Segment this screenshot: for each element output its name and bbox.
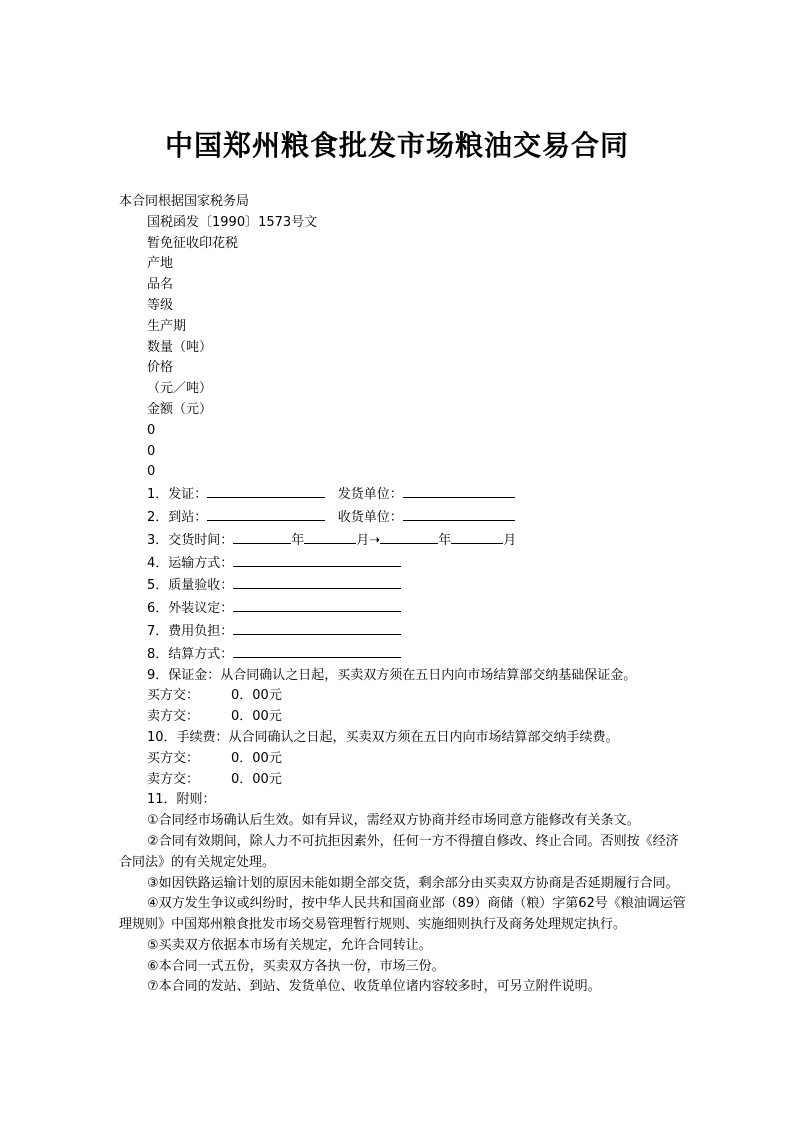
receiver-label: 收货单位： bbox=[337, 509, 403, 525]
appendix-clause-3: ③如因铁路运输计划的原因未能如期全部交货，剩余部分由买卖双方协商是否延期履行合同。 bbox=[147, 875, 679, 891]
month2-label: 月 bbox=[503, 532, 517, 548]
appendix-clause-6: ⑥本合同一式五份，买卖双方各执一份，市场三份。 bbox=[147, 958, 445, 974]
field-product: 品名 bbox=[147, 277, 174, 293]
month-blank bbox=[304, 529, 356, 544]
field-price-unit: （元／吨） bbox=[147, 381, 213, 397]
appendix-clause-2: ②合同有效期间，除人力不可抗拒因素外，任何一方不得擅自修改、终止合同。否则按《经济合同法》的有关规定处理。 bbox=[119, 833, 679, 870]
fee-buyer-value: 0．00元 bbox=[231, 750, 282, 766]
fees-blank bbox=[233, 620, 401, 635]
year2-blank bbox=[380, 529, 438, 544]
receiver-blank bbox=[403, 506, 515, 521]
fee-buyer-label: 买方交： bbox=[147, 750, 200, 766]
transport-label: 4．运输方式： bbox=[147, 555, 234, 571]
row-packaging bbox=[119, 597, 689, 620]
month-arrow-label: 月➝ bbox=[356, 532, 381, 548]
field-price: 价格 bbox=[147, 360, 174, 376]
intro-line: 本合同根据国家税务局 bbox=[119, 194, 250, 209]
month2-blank bbox=[451, 529, 503, 544]
row-transport bbox=[119, 552, 689, 575]
year-label: 年 bbox=[291, 532, 305, 548]
row-settlement bbox=[119, 643, 689, 666]
ship-to-blank bbox=[207, 506, 325, 521]
year2-label: 年 bbox=[438, 532, 452, 548]
settlement-label: 8．结算方式： bbox=[147, 646, 234, 662]
ship-to-label: 2．到站： bbox=[147, 509, 208, 525]
ship-from-blank bbox=[207, 483, 325, 498]
tax-doc-line: 国税函发〔1990〕1573号文 bbox=[147, 214, 318, 230]
zero-value: 0 bbox=[147, 422, 156, 438]
quality-label: 5．质量验收： bbox=[147, 578, 234, 594]
appendix-clause-1: ①合同经市场确认后生效。如有异议，需经双方协商并经市场同意方能修改有关条文。 bbox=[147, 813, 640, 829]
row-fees bbox=[119, 620, 689, 643]
appendix-clause-7: ⑦本合同的发站、到站、发货单位、收货单位诸内容较多时，可另立附件说明。 bbox=[147, 979, 601, 995]
row-quality bbox=[119, 574, 689, 597]
fees-label: 7．费用负担： bbox=[147, 623, 234, 639]
field-amount: 金额（元） bbox=[147, 401, 213, 417]
fee-buyer-row bbox=[119, 749, 689, 770]
tax-note-line: 暂免征收印花税 bbox=[147, 235, 239, 251]
field-production-date: 生产期 bbox=[147, 318, 187, 334]
appendix-clause-4: ④双方发生争议或纠纷时，按中华人民共和国商业部（89）商储（粮）字第62号《粮油调运管理规则》中国郑州粮食批发市场交易管理暂行规则、实施细则执行及商务处理规定执行。 bbox=[119, 896, 686, 933]
delivery-time-label: 3．交货时间： bbox=[147, 532, 234, 548]
field-origin: 产地 bbox=[147, 256, 174, 272]
fee-seller-label: 卖方交： bbox=[147, 771, 200, 787]
field-grade: 等级 bbox=[147, 297, 174, 313]
deposit-buyer-row bbox=[119, 686, 689, 707]
row-ship-from bbox=[119, 483, 689, 506]
packaging-blank bbox=[233, 597, 401, 612]
ship-from-label: 1．发证： bbox=[147, 487, 208, 503]
zero-value: 0 bbox=[147, 443, 156, 459]
fee-seller-row bbox=[119, 770, 689, 791]
year-blank bbox=[233, 529, 291, 544]
contract-title: 中国郑州粮食批发市场粮油交易合同 bbox=[164, 129, 629, 162]
contract-body bbox=[119, 192, 689, 998]
zero-value: 0 bbox=[147, 464, 156, 480]
fee-heading: 10．手续费：从合同确认之日起，买卖双方须在五日内向市场结算部交纳手续费。 bbox=[147, 729, 619, 745]
deposit-seller-value: 0．00元 bbox=[231, 709, 282, 725]
row-ship-to bbox=[119, 506, 689, 529]
quality-blank bbox=[233, 574, 401, 589]
deposit-buyer-label: 买方交： bbox=[147, 688, 200, 704]
appendix-clause-5: ⑤买卖双方依据本市场有关规定，允许合同转让。 bbox=[147, 937, 432, 953]
transport-blank bbox=[233, 552, 401, 567]
field-quantity: 数量（吨） bbox=[147, 339, 213, 355]
shipper-blank bbox=[403, 483, 515, 498]
packaging-label: 6．外装议定： bbox=[147, 601, 234, 617]
shipper-label: 发货单位： bbox=[337, 487, 403, 503]
settlement-blank bbox=[233, 643, 401, 658]
deposit-seller-row bbox=[119, 707, 689, 728]
row-delivery-time bbox=[119, 529, 689, 552]
deposit-buyer-value: 0．00元 bbox=[231, 688, 282, 704]
fee-seller-value: 0．00元 bbox=[231, 771, 282, 787]
deposit-seller-label: 卖方交： bbox=[147, 709, 200, 725]
deposit-heading: 9．保证金：从合同确认之日起，买卖双方须在五日内向市场结算部交纳基础保证金。 bbox=[147, 667, 637, 683]
appendix-heading: 11．附则： bbox=[147, 792, 216, 808]
